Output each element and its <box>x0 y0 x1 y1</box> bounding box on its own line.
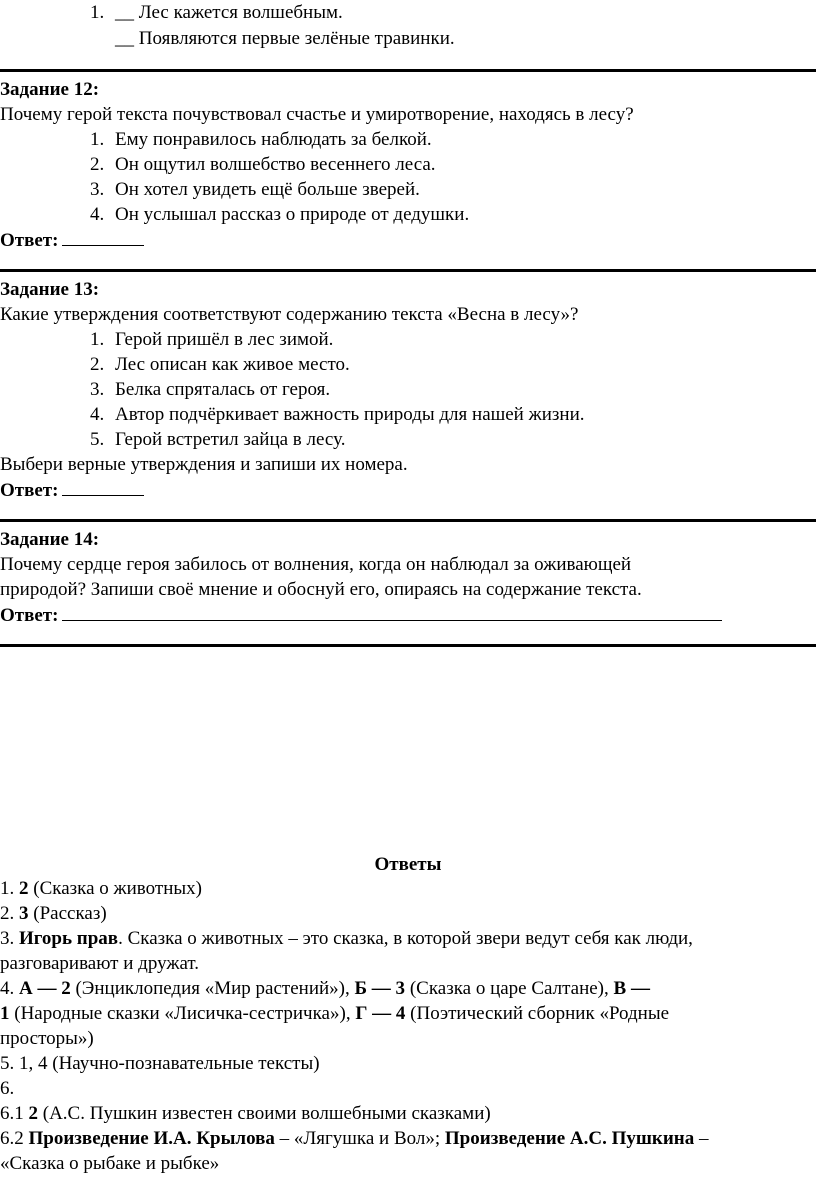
answer-item: 6.2 Произведение И.А. Крылова – «Лягушка и Вол»; Произведение А.С. Пушкина – <box>0 1128 709 1149</box>
answer-blank[interactable] <box>62 227 144 246</box>
divider <box>0 69 816 72</box>
answer-item: 5. 1, 4 (Научно-познавательные тексты) <box>0 1053 320 1074</box>
task-question: Почему герой текста почувствовал счастье и умиротворение, находясь в лесу? <box>0 104 634 125</box>
answer-item-cont: «Сказка о рыбаке и рыбке» <box>0 1153 220 1174</box>
answer-line: Ответ: <box>0 602 722 628</box>
task-question: Какие утверждения соответствуют содержанию текста «Весна в лесу»? <box>0 304 579 325</box>
divider <box>0 644 816 647</box>
answer-item: 4. А — 2 (Энциклопедия «Мир растений»), Б — 3 (Сказка о царе Салтане), В — <box>0 978 650 999</box>
task-question: природой? Запиши своё мнение и обоснуй его, опираясь на содержание текста. <box>0 579 642 600</box>
answer-item-cont: просторы») <box>0 1028 94 1049</box>
divider <box>0 269 816 272</box>
answers-title: Ответы <box>374 854 442 875</box>
task-title: Задание 12: <box>0 79 100 100</box>
task-title: Задание 13: <box>0 279 100 300</box>
answer-item: 2. 3 (Рассказ) <box>0 903 107 924</box>
answer-item-cont: 1 (Народные сказки «Лисичка-сестричка»), Г — 4 (Поэтический сборник «Родные <box>0 1003 670 1024</box>
answer-item: 6. <box>0 1078 15 1099</box>
answer-blank[interactable] <box>62 477 144 496</box>
task-question: Почему сердце героя забилось от волнения, когда он наблюдал за оживающей <box>0 554 632 575</box>
divider <box>0 519 816 522</box>
task-title: Задание 14: <box>0 529 100 550</box>
answer-blank[interactable] <box>62 602 722 621</box>
answer-item: 1. 2 (Сказка о животных) <box>0 878 202 899</box>
answer-item-cont: разговаривают и дружат. <box>0 953 200 974</box>
instruction: Выбери верные утверждения и запиши их номера. <box>0 454 408 475</box>
answer-line: Ответ: <box>0 477 144 503</box>
answer-line: Ответ: <box>0 227 144 253</box>
answer-item: 3. Игорь прав. Сказка о животных – это сказка, в которой звери ведут себя как люди, <box>0 928 693 949</box>
answer-item: 6.1 2 (А.С. Пушкин известен своими волшебными сказками) <box>0 1103 491 1124</box>
